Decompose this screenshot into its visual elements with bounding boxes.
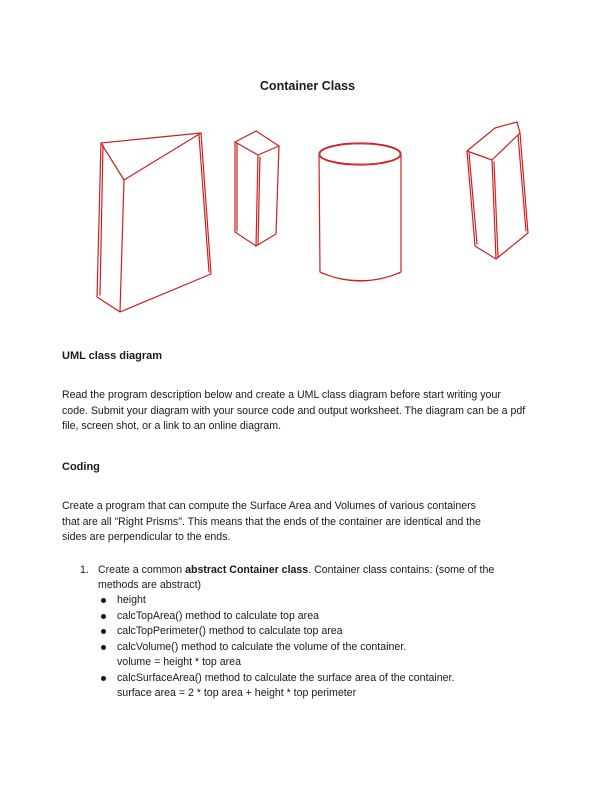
coding-paragraph — [62, 499, 562, 546]
square-prism-sketch — [235, 131, 279, 246]
item-text-bold: abstract Container class — [185, 564, 309, 576]
list-item — [98, 593, 454, 609]
item-text-after: . Container class contains: (some of the — [308, 564, 495, 576]
item-text-before: Create a common — [98, 564, 186, 576]
bullet-formula: volume = height * top area — [117, 656, 241, 668]
bullet-icon — [101, 645, 106, 650]
uml-heading: UML class diagram — [62, 350, 163, 362]
coding-line: Create a program that can compute the Surface Area and Volumes of various containers — [62, 500, 476, 512]
coding-line: that are all "Right Prisms". This means that the ends of the container are identical and the — [62, 515, 481, 528]
item-number: 1. — [80, 564, 89, 576]
bullet-icon — [101, 676, 106, 681]
uml-line: Read the program description below and create a UML class diagram before start writing your — [62, 389, 501, 401]
bullet-formula: surface area = 2 * top area + height * top perimeter — [117, 687, 357, 699]
pentagonal-prism-sketch — [467, 122, 528, 259]
list-item — [98, 624, 454, 640]
list-item — [98, 609, 454, 625]
bullet-list — [98, 593, 454, 702]
list-item — [98, 671, 454, 702]
uml-line: code. Submit your diagram with your source code and output worksheet. The diagram can be a pdf — [62, 404, 526, 417]
bullet-text: calcVolume() method to calculate the volume of the container. — [117, 640, 407, 653]
bullet-icon — [101, 629, 106, 634]
bullet-text: calcTopArea() method to calculate top area — [117, 609, 319, 622]
coding-line: sides are perpendicular to the ends. — [62, 531, 231, 543]
coding-heading: Coding — [62, 461, 100, 473]
uml-line: file, screen shot, or a link to an online diagram. — [62, 420, 282, 432]
list-item — [98, 640, 454, 671]
bullet-text: height — [117, 594, 146, 606]
page-title: Container Class — [259, 79, 356, 93]
item-text — [98, 563, 518, 579]
bullet-icon — [101, 598, 106, 603]
bullet-text: calcTopPerimeter() method to calculate top area — [117, 625, 343, 637]
uml-paragraph — [62, 388, 562, 435]
cylinder-sketch — [319, 143, 401, 281]
bullet-text: calcSurfaceArea() method to calculate the surface area of the container. — [117, 671, 455, 684]
container-sketches — [0, 0, 615, 340]
item-text-line2: methods are abstract) — [98, 579, 202, 591]
bullet-icon — [101, 614, 106, 619]
triangular-prism-sketch — [97, 133, 211, 312]
